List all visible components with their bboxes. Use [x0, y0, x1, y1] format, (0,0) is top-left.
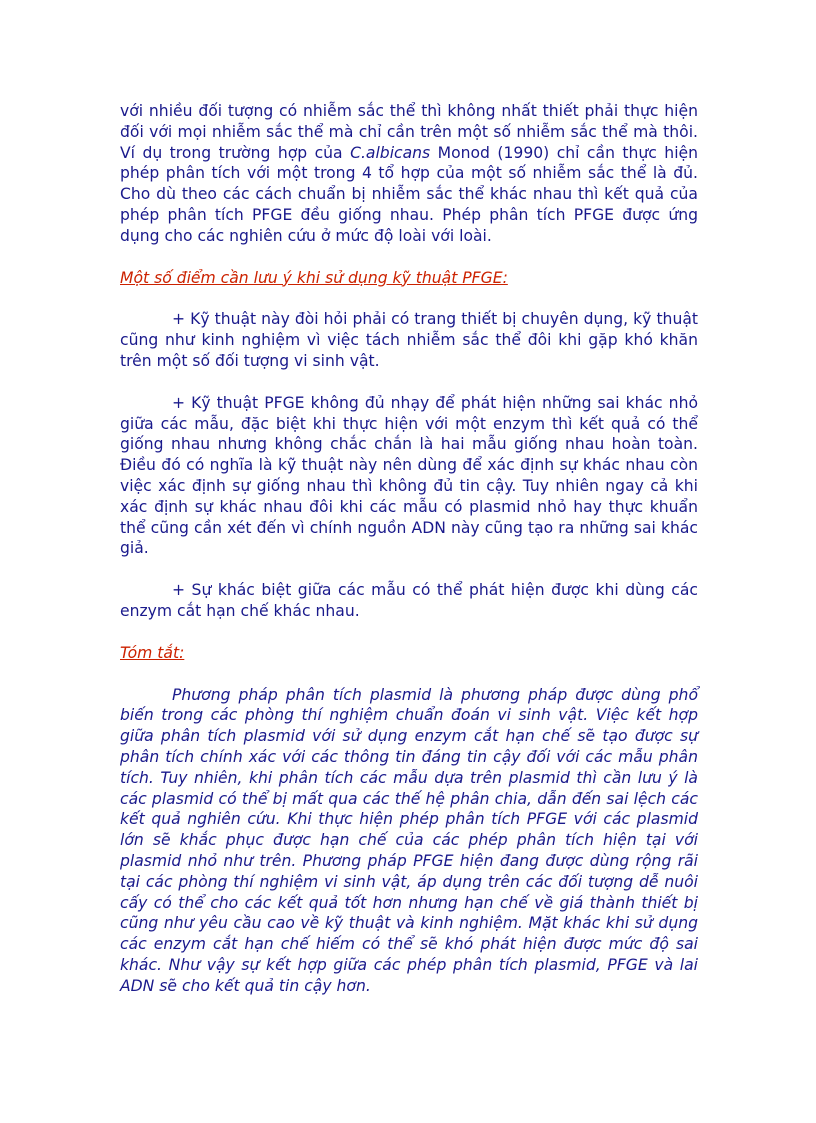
note-item-2: + Kỹ thuật PFGE không đủ nhạy để phát hiện những sai khác nhỏ giữa các mẫu, đặc biệt khi thực hiện với một enzym thì kết quả có thể giống nhau nhưng không chắc chắn là hai mẫu giống nhau hoàn toàn. Điều đó có nghĩa là kỹ thuật này nên dùng để xác định sự khác nhau còn việc xác định sự giống nhau thì không đủ tin cậy. Tuy nhiên ngay cả khi xác định sự khác nhau đôi khi các mẫu có plasmid nhỏ hay thực khuẩn thể cũng cần xét đến vì chính nguồn ADN này cũng tạo ra những sai khác giả.	[120, 393, 698, 558]
intro-text-2: Monod (1990) chỉ cần thực hiện phép phân tích với một trong 4 tổ hợp của một số nhiễm sắc thể là đủ. Cho dù theo các cách chuẩn bị nhiễm sắc thể khác nhau thì kết quả của phép phân tích PFGE đều giống nhau. Phép phân tích PFGE được ứng dụng cho các nghiên cứu ở mức độ loài với loài.	[120, 143, 698, 245]
notes-heading: Một số điểm cần lưu ý khi sử dụng kỹ thuật PFGE:	[120, 268, 508, 287]
note-item-3: + Sự khác biệt giữa các mẫu có thể phát hiện được khi dùng các enzym cắt hạn chế khác nhau.	[120, 581, 698, 620]
intro-text-1: với nhiều đối tượng có nhiễm sắc thể thì không nhất thiết phải thực hiện đối với mọi nhiễm sắc thể mà chỉ cần trên một số nhiễm sắc thể mà thôi. Ví dụ trong trường hợp của	[120, 102, 698, 162]
summary-paragraph: Phương pháp phân tích plasmid là phương pháp được dùng phổ biến trong các phòng thí nghiệm chuẩn đoán vi sinh vật. Việc kết hợp giữa phân tích plasmid với sử dụng enzym cắt hạn chế sẽ tạo được sự phân tích chính xác với các thông tin đáng tin cậy đối với các mẫu phân tích. Tuy nhiên, khi phân tích các mẫu dựa trên plasmid thì cần lưu ý là các plasmid có thể bị mất qua các thế hệ phân chia, dẫn đến sai lệch các kết quả nghiên cứu. Khi thực hiện phép phân tích PFGE với các plasmid lớn sẽ khắc phục được hạn chế của các phép phân tích hiện tại với plasmid nhỏ như trên. Phương pháp PFGE hiện đang được dùng rộng rãi tại các phòng thí nghiệm vi sinh vật, áp dụng trên các đối tượng dễ nuôi cấy có thể cho các kết quả tốt hơn nhưng hạn chế về giá thành thiết bị cũng như yêu cầu cao về kỹ thuật và kinh nghiệm. Mặt khác khi sử dụng các enzym cắt hạn chế hiếm có thể sẽ khó phát hiện được mức độ sai khác. Như vậy sự kết hợp giữa các phép phân tích plasmid, PFGE và lai ADN sẽ cho kết quả tin cậy hơn.	[120, 685, 698, 995]
species-name: C.albicans	[350, 143, 431, 162]
note-item-1: + Kỹ thuật này đòi hỏi phải có trang thiết bị chuyên dụng, kỹ thuật cũng như kinh nghiệm vì việc tách nhiễm sắc thể đôi khi gặp khó khăn trên một số đối tượng vi sinh vật.	[120, 310, 698, 370]
document-page	[120, 101, 698, 996]
intro-paragraph	[120, 101, 698, 247]
summary-heading: Tóm tắt:	[120, 643, 185, 662]
